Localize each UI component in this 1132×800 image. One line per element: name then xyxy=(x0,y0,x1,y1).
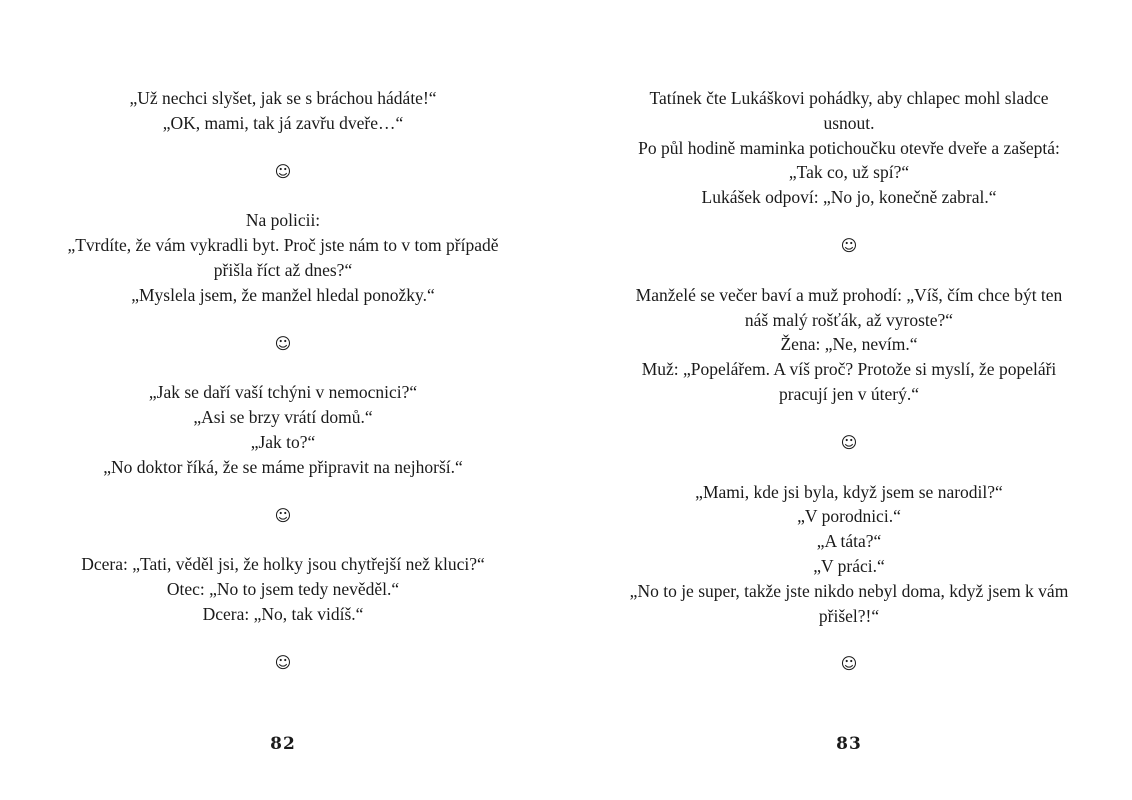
page-content-right xyxy=(623,86,1075,677)
joke xyxy=(623,480,1075,629)
joke-line: Žena: „Ne, nevím.“ xyxy=(780,334,918,355)
joke-line: „Už nechci slyšet, jak se s bráchou hádáte!“ xyxy=(129,88,437,108)
joke xyxy=(57,208,509,307)
smiley-icon: ☺ xyxy=(274,333,292,353)
smiley-icon: ☺ xyxy=(840,654,858,674)
joke-line: Po půl hodině maminka potichoučku otevře dveře a zašeptá: „Tak co, už spí?“ xyxy=(638,137,1060,183)
joke xyxy=(57,86,509,136)
joke-line: „A táta?“ xyxy=(816,531,882,552)
joke-line: Otec: „No to jsem tedy nevěděl.“ xyxy=(166,579,400,600)
book-page-right xyxy=(566,0,1132,800)
joke-line: Muž: „Popelářem. A víš proč? Protože si myslí, že popeláři pracují jen v úterý.“ xyxy=(641,359,1057,404)
smiley-icon: ☺ xyxy=(274,505,292,525)
joke-line: „V porodnici.“ xyxy=(797,506,901,527)
joke-line: Dcera: „No, tak vidíš.“ xyxy=(202,603,364,624)
joke xyxy=(623,86,1075,210)
smiley-icon: ☺ xyxy=(274,161,292,181)
smiley-icon: ☺ xyxy=(840,235,858,255)
page-number: 83 xyxy=(836,734,862,754)
joke-line: „Mami, kde jsi byla, když jsem se narodil?“ xyxy=(695,481,1003,502)
joke-line: „Jak se daří vaší tchýni v nemocnici?“ xyxy=(148,382,418,403)
joke-line: „No to je super, takže jste nikdo nebyl doma, když jsem k vám přišel?!“ xyxy=(629,580,1069,626)
joke xyxy=(623,283,1075,407)
joke-line: „V práci.“ xyxy=(813,555,885,576)
joke-line: „Asi se brzy vrátí domů.“ xyxy=(193,407,373,428)
joke-line: Dcera: „Tati, věděl jsi, že holky jsou chytřejší než kluci?“ xyxy=(81,554,485,575)
joke-line: „Tvrdíte, že vám vykradli byt. Proč jste nám to v tom případě přišla říct až dnes?“ xyxy=(67,235,499,280)
joke-line: Lukášek odpoví: „No jo, konečně zabral.“ xyxy=(701,187,997,208)
joke-line: „OK, mami, tak já zavřu dveře…“ xyxy=(162,112,404,133)
joke-line: Manželé se večer baví a muž prohodí: „Víš, čím chce být ten náš malý rošťák, až vyroste?“ xyxy=(635,284,1063,330)
smiley-icon: ☺ xyxy=(840,432,858,452)
smiley-icon: ☺ xyxy=(274,652,292,672)
joke-line: „Jak to?“ xyxy=(250,431,316,452)
joke-line: „Myslela jsem, že manžel hledal ponožky.“ xyxy=(131,284,435,305)
joke-line: Tatínek čte Lukáškovi pohádky, aby chlapec mohl sladce usnout. xyxy=(649,88,1049,133)
page-number: 82 xyxy=(270,734,296,754)
joke-line: „No doktor říká, že se máme připravit na nejhorší.“ xyxy=(103,456,463,477)
joke xyxy=(57,380,509,479)
page-content-left xyxy=(57,86,509,676)
joke-line: Na policii: xyxy=(245,210,321,231)
joke xyxy=(57,552,509,626)
